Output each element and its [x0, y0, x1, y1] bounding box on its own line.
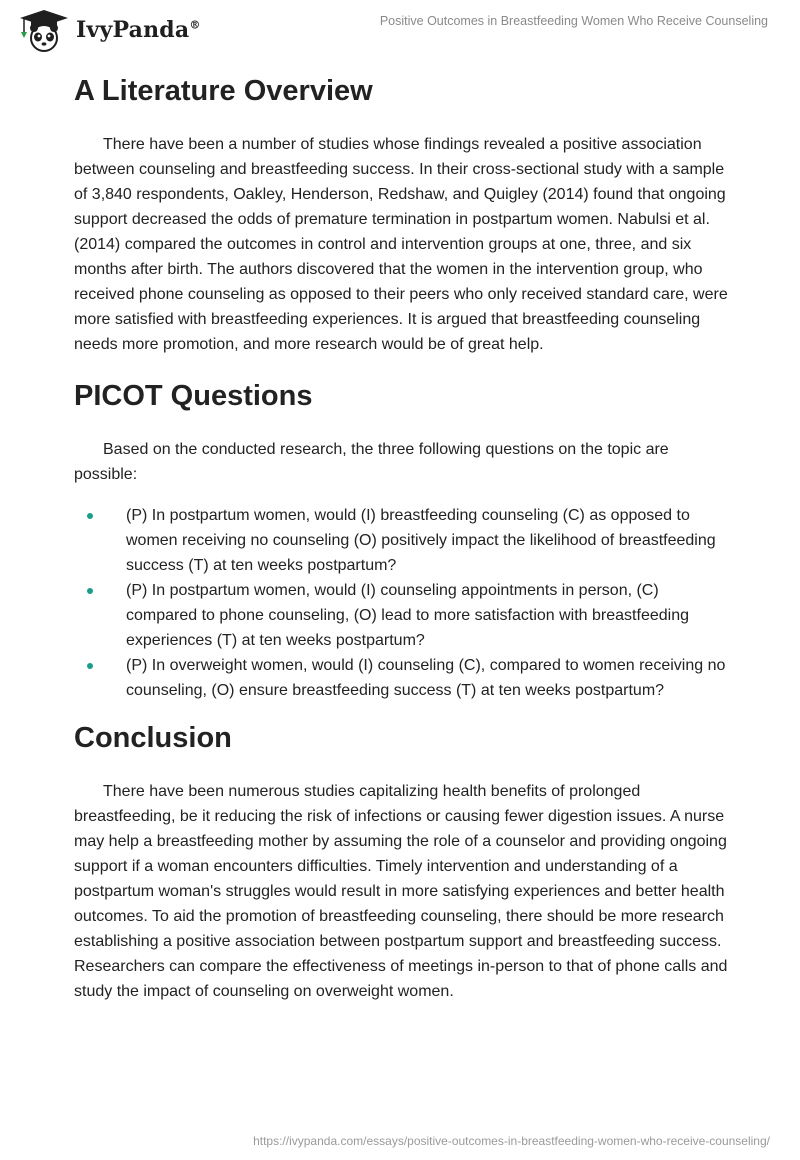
- literature-paragraph: There have been a number of studies whose findings revealed a positive association between counseling and breastfeeding success. In their cross-sectional study with a sample of 3,840 respondents, Oakley, Henderson, Redshaw, and Quigley (2014) found that ongoing support decreased the odds of premature termination in postpartum women. Nabulsi et al. (2014) compared the outcomes in control and intervention groups at one, three, and six months after birth. The authors discovered that the women in the intervention group, who received phone counseling as opposed to their peers who only received standard care, were more satisfied with breastfeeding experiences. It is argued that breastfeeding counseling needs more promotion, and more research would be of great help.: [74, 136, 728, 353]
- conclusion-heading: Conclusion: [74, 722, 232, 754]
- picot-list: [74, 503, 730, 703]
- page-header: [0, 0, 800, 62]
- bullet-icon: [87, 588, 93, 594]
- brand-name: IvyPanda®: [76, 17, 201, 43]
- bullet-icon: [87, 513, 93, 519]
- list-item: (P) In postpartum women, would (I) counseling appointments in person, (C) compared to phone counseling, (O) lead to more satisfaction with breastfeeding experiences (T) at ten weeks postpartum?: [74, 578, 730, 653]
- article-body: [74, 72, 730, 1004]
- list-item: (P) In overweight women, would (I) counseling (C), compared to women receiving no counseling, (O) ensure breastfeeding success (T) at ten weeks postpartum?: [74, 653, 730, 703]
- logo[interactable]: [14, 8, 201, 52]
- source-url[interactable]: https://ivypanda.com/essays/positive-outcomes-in-breastfeeding-women-who-receive-counseling/: [253, 1134, 770, 1148]
- list-item: (P) In postpartum women, would (I) breastfeeding counseling (C) as opposed to women receiving no counseling (O) positively impact the likelihood of breastfeeding success (T) at ten weeks postpartum?: [74, 503, 730, 578]
- bullet-icon: [87, 663, 93, 669]
- picot-heading: PICOT Questions: [74, 380, 313, 412]
- picot-paragraph: Based on the conducted research, the three following questions on the topic are possible:: [74, 441, 669, 483]
- document-title: Positive Outcomes in Breastfeeding Women Who Receive Counseling: [379, 14, 768, 28]
- conclusion-paragraph: There have been numerous studies capitalizing health benefits of prolonged breastfeeding, be it reducing the risk of infections or causing fewer digestion issues. A nurse may help a breastfeeding mother by assuming the role of a counselor and providing ongoing support if a woman encounters difficulties. Timely intervention and understanding of a postpartum woman's struggles would result in more satisfying experiences and better health outcomes. To aid the promotion of breastfeeding counseling, there should be more research establishing a positive association between postpartum support and breastfeeding success. Researchers can compare the effectiveness of meetings in-person to that of phone calls and study the impact of counseling on overweight women.: [74, 783, 728, 1000]
- panda-graduate-icon: [14, 8, 70, 52]
- literature-heading: A Literature Overview: [74, 75, 373, 107]
